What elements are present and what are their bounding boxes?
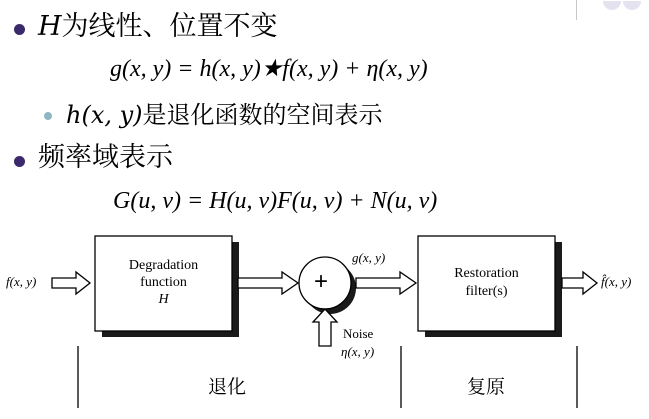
stage-label-restoration: 复原 [467, 376, 506, 398]
degradation-line-2: function [140, 275, 187, 290]
degradation-line-1: Degradation [128, 258, 199, 273]
noise-arrow [313, 309, 337, 346]
restoration-line-1: Restoration [454, 266, 519, 281]
degradation-line-3: H [158, 292, 169, 307]
restoration-line-2: filter(s) [465, 284, 508, 299]
input-arrow [52, 272, 90, 294]
bullet-2-text: 频率域表示 [38, 142, 173, 173]
equation-spatial: g(x, y) = h(x, y)★f(x, y) + η(x, y) [110, 56, 428, 82]
restoration-box-label [418, 265, 555, 301]
input-label: f(x, y) [6, 274, 37, 289]
bullet-1-var: H [38, 11, 62, 42]
adder-to-restoration-arrow [356, 272, 416, 294]
adder-plus: + [314, 268, 329, 295]
noise-label: Noise [343, 326, 374, 341]
sub-bullet-math: h(x, y) [66, 101, 143, 129]
output-arrow [562, 272, 597, 294]
noise-symbol: η(x, y) [341, 344, 375, 359]
adder-output-label: g(x, y) [352, 250, 386, 265]
sub-bullet-text: 是退化函数的空间表示 [142, 101, 383, 129]
stage-label-degradation: 退化 [208, 376, 247, 398]
equation-frequency: G(u, v) = H(u, v)F(u, v) + N(u, v) [113, 188, 438, 214]
bullet-1-text: 为线性、位置不变 [61, 11, 278, 42]
degradation-to-adder-arrow [238, 272, 298, 294]
output-label: f̂(x, y) [601, 274, 632, 289]
degradation-box-label [95, 257, 232, 308]
